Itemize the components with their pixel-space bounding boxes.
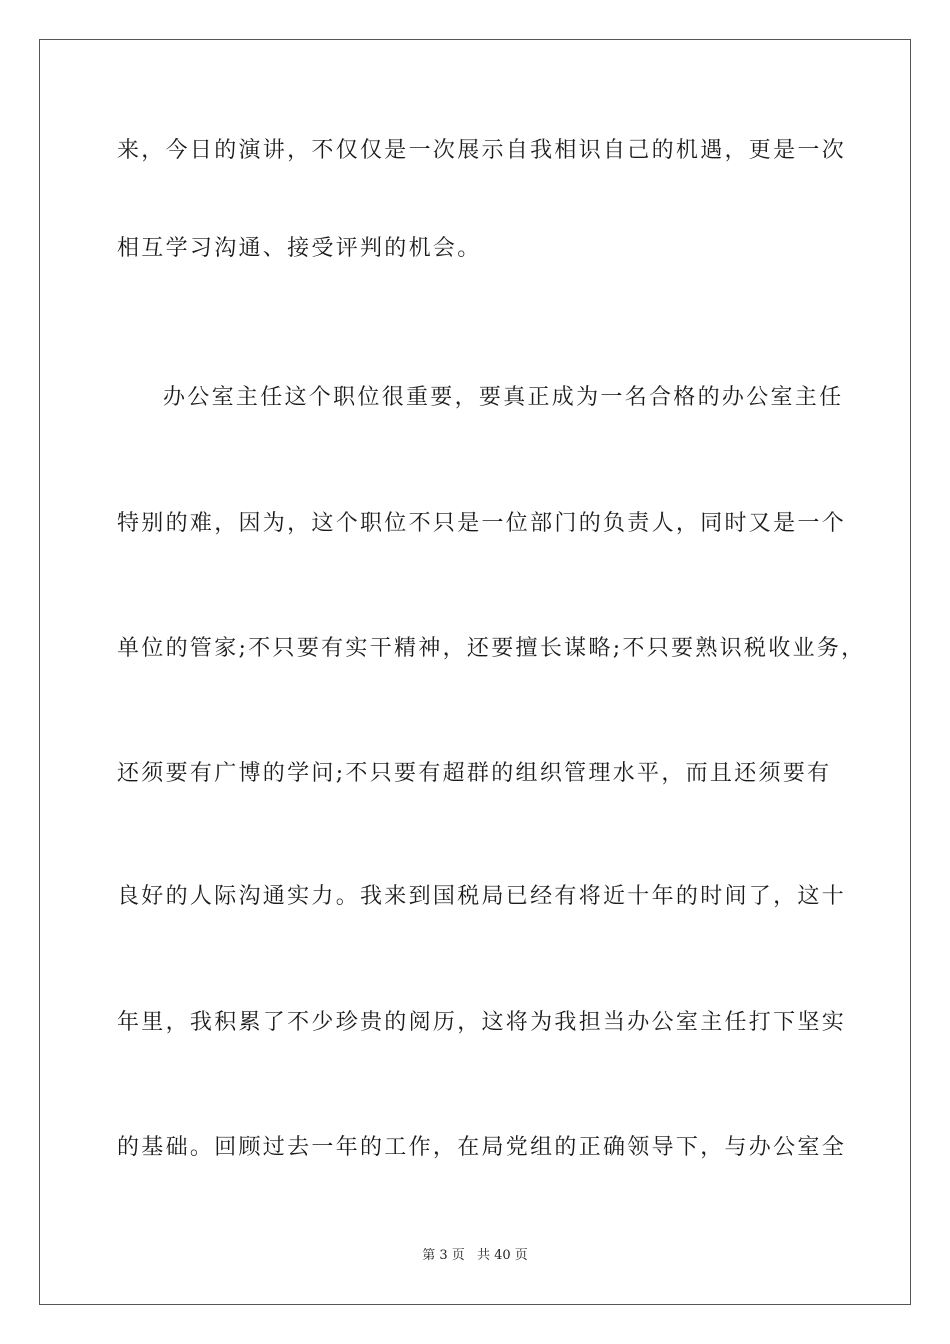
body-text-line: 年里，我积累了不少珍贵的阅历，这将为我担当办公室主任打下坚实 bbox=[117, 1010, 847, 1035]
body-text-line: 还须要有广博的学问;不只要有超群的组织管理水平，而且还须要有 bbox=[117, 761, 832, 786]
page-footer bbox=[0, 1247, 950, 1265]
paragraph-first-line: 办公室主任这个职位很重要，要真正成为一名合格的办公室主任 bbox=[163, 385, 844, 410]
total-pages: 共 40 页 bbox=[476, 1248, 528, 1263]
body-text-line: 单位的管家;不只要有实干精神，还要擅长谋略;不只要熟识税收业务， bbox=[117, 636, 866, 661]
body-text-line: 良好的人际沟通实力。我来到国税局已经有将近十年的时间了，这十 bbox=[117, 884, 847, 909]
page-border bbox=[39, 39, 911, 1305]
page-number: 第 3 页 bbox=[422, 1248, 465, 1263]
body-text-line: 特别的难，因为，这个职位不只是一位部门的负责人，同时又是一个 bbox=[117, 511, 847, 536]
body-text-line: 的基础。回顾过去一年的工作，在局党组的正确领导下，与办公室全 bbox=[117, 1135, 847, 1160]
body-text-line: 来，今日的演讲，不仅仅是一次展示自我相识自己的机遇，更是一次 bbox=[117, 138, 847, 163]
body-text-line: 相互学习沟通、接受评判的机会。 bbox=[117, 236, 482, 261]
